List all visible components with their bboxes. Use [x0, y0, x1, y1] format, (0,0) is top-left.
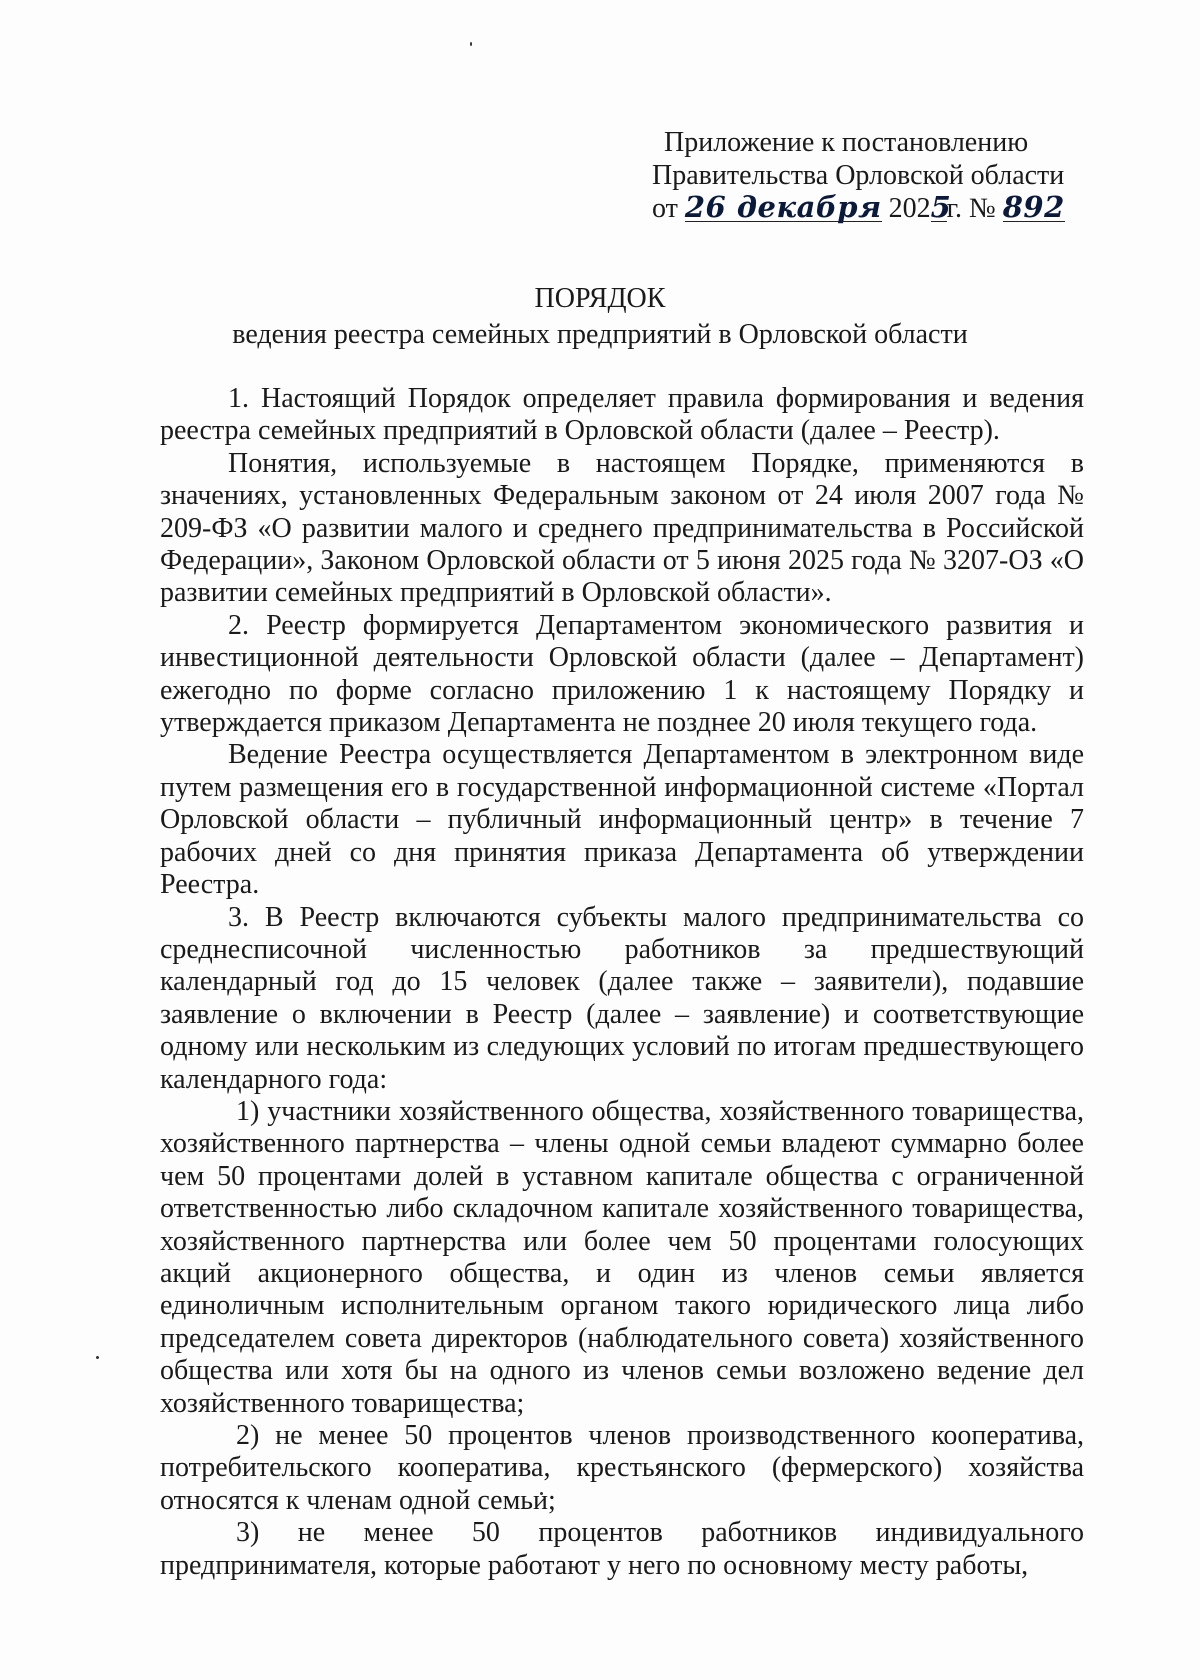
- paragraph-3: 3. В Реестр включаются субъекты малого предпринимательства со среднесписочной численностью работников за предшествующий календарный год до 15 человек (далее также – заявители), подавшие заявление о включении в Реестр (далее – заявление) и соответствующие одному или нескольким из следующих условий по итогам предшествующего календарного года:: [160, 901, 1084, 1095]
- list-item-3: 3) не менее 50 процентов работников индивидуального предпринимателя, которые работают у него по основному месту работы,: [160, 1517, 1084, 1581]
- document-body: [160, 383, 1084, 1582]
- list-item-2: 2) не менее 50 процентов членов производственного кооператива, потребительского кооператива, крестьянского (фермерского) хозяйства относятся к членам одной семьи;: [160, 1420, 1084, 1516]
- document-title: ПОРЯДОК: [534, 283, 666, 314]
- approval-header: [652, 126, 1124, 225]
- document-subtitle: ведения реестра семейных предприятий в Орловской области: [232, 319, 968, 350]
- paragraph-registry-maintenance: Ведение Реестра осуществляется Департаментом в электронном виде путем размещения его в государственной информационной системе «Портал Орловской области – публичный информационный центр» в течение 7 рабочих дней со дня принятия приказа Департамента об утверждении Реестра.: [160, 739, 1084, 901]
- year-prefix: 202: [888, 193, 931, 224]
- paragraph-definitions: Понятия, используемые в настоящем Порядке, применяются в значениях, установленных Федеральным законом от 24 июля 2007 года № 209-ФЗ «О развитии малого и среднего предпринимательства в Российской Федерации», Законом Орловской области от 5 июня 2025 года № 3207-ОЗ «О развитии семейных предприятий в Орловской области».: [160, 447, 1084, 609]
- header-line-government: Правительства Орловской области: [652, 160, 1065, 191]
- list-item-1: 1) участники хозяйственного общества, хозяйственного товарищества, хозяйственного партнерства – члены одной семьи владеют суммарно более чем 50 процентами долей в уставном капитале общества с ограниченной ответственностью либо складочном капитале хозяйственного товарищества, хозяйственного партнерства или более чем 50 процентами голосующих акций акционерного общества, и один из членов семьи является единоличным исполнительным органом такого юридического лица либо председателем совета директоров (наблюдательного совета) хозяйственного общества или хотя бы на одного из членов семьи возложено ведение дел хозяйственного товарищества;: [160, 1095, 1084, 1419]
- header-line-appendix: Приложение к постановлению: [664, 127, 1029, 158]
- scan-speck: [470, 42, 472, 46]
- date-prefix: от: [652, 193, 678, 224]
- handwritten-date: 26 декабря: [684, 190, 882, 224]
- year-suffix: г. №: [946, 193, 996, 224]
- scan-speck: [96, 1356, 99, 1359]
- header-line-date: [652, 192, 1124, 225]
- paragraph-2: 2. Реестр формируется Департаментом экономического развития и инвестиционной деятельности Орловской области (далее – Департамент) ежегодно по форме согласно приложению 1 к настоящему Порядку и утверждается приказом Департамента не позднее 20 июля текущего года.: [160, 609, 1084, 739]
- handwritten-number: 892: [1002, 190, 1065, 224]
- paragraph-1: 1. Настоящий Порядок определяет правила формирования и ведения реестра семейных предприятий в Орловской области (далее – Реестр).: [160, 383, 1084, 447]
- handwritten-year-digit: 5: [930, 190, 952, 224]
